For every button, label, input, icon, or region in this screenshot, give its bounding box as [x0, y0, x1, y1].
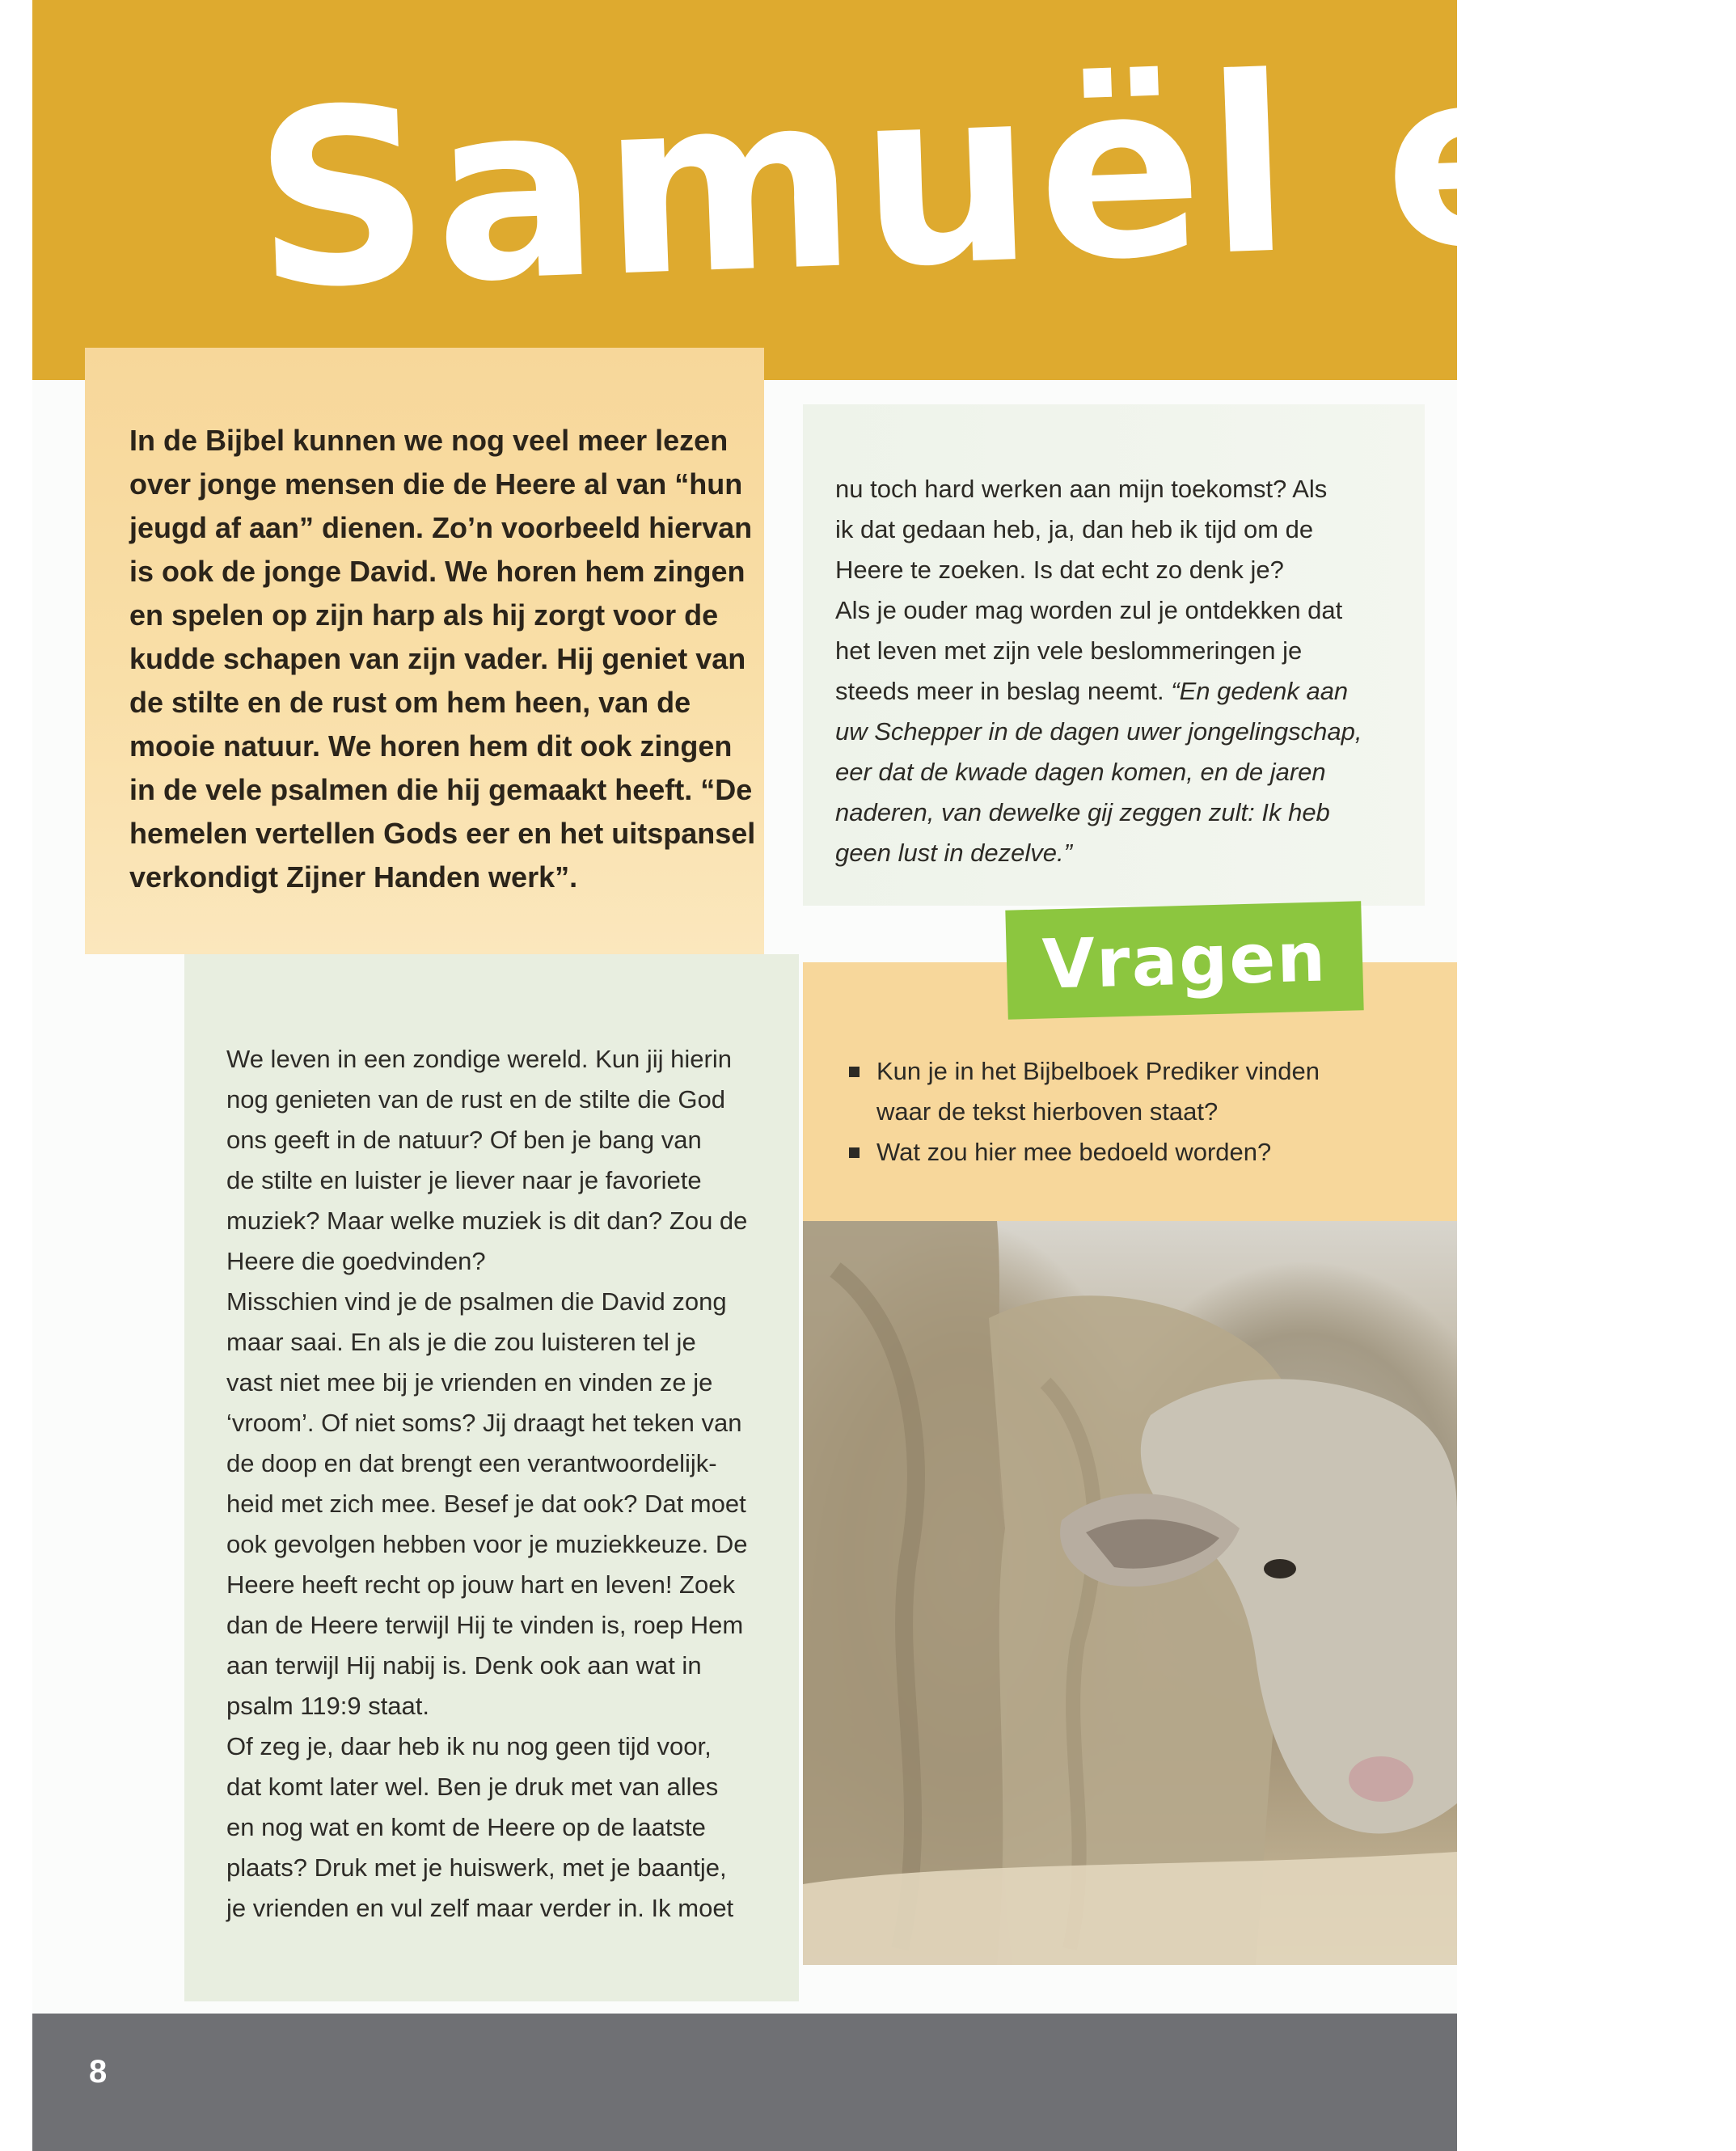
right-column-body: nu toch hard werken aan mijn toekomst? Als ik dat gedaan heb, ja, dan heb ik tijd om de Heere te zoeken. Is dat echt zo denk je? Als je ouder mag worden zul je ontdekken dat het leven met zijn vele beslommeringen je steeds meer in beslag neemt. [835, 475, 1343, 705]
questions-list [849, 1051, 1431, 1173]
intro-text: In de Bijbel kunnen we nog veel meer lezen over jonge mensen die de Heere al van “hun jeugd af aan” dienen. Zo’n voorbeeld hiervan is ook de jonge David. We horen hem zingen en spelen op zijn harp als hij zorgt voor de kudde schapen van zijn vader. Hij geniet van de stilte en de rust om hem heen, van de mooie natuur. We horen hem dit ook zingen in de vele psalmen die hij gemaakt heeft. “De hemelen vertellen Gods eer en het uitspansel verkondigt Zijner Handen werk”. [129, 424, 756, 894]
page-footer [32, 2014, 1457, 2151]
main-text-box [184, 954, 799, 2001]
main-text: We leven in een zondige wereld. Kun jij hierin nog genieten van de rust en de stilte die God ons geeft in de natuur? Of ben je bang van de stilte en luister je liever naar je favoriete muziek? Maar welke muziek is dit dan? Zou de Heere die goedvinden? Misschien vind je de psalmen die David zong maar saai. En als je die zou luisteren tel je vast niet mee bij je vrienden en vinden ze je ‘vroom’. Of niet soms? Jij draagt het teken van de doop en dat brengt een verantwoordelijk- heid met zich mee. Besef je dat ook? Dat moet ook gevolgen hebben voor je muziekkeuze. De Heere heeft recht op jouw hart en leven! Zoek dan de Heere terwijl Hij te vinden is, roep Hem aan terwijl Hij nabij is. Denk ook aan wat in psalm 119:9 staat. Of zeg je, daar heb ik nu nog geen tijd voor, dat komt later wel. Ben je druk met van alles en nog wat en komt de Heere op de laatste plaats? Druk met je huiswerk, met je baantje, je vrienden en vul zelf maar verder in. Ik moet [226, 1045, 748, 1922]
magazine-page [32, 0, 1736, 2151]
scripture-quote: “En gedenk aan uw Schepper in de dagen uwer jongelingschap, eer dat de kwade dagen komen, en de jaren naderen, van dewelke gij zeggen zult: Ik heb geen lust in dezelve.” [835, 677, 1362, 867]
right-column-box [803, 404, 1425, 906]
right-column-text [835, 469, 1417, 873]
sheep-illustration [803, 1221, 1457, 1965]
sheep-photo [803, 1221, 1457, 1965]
questions-label-text: Vragen [1041, 916, 1328, 1004]
question-item: Kun je in het Bijbelboek Prediker vinden waar de tekst hierboven staat? [849, 1051, 1431, 1132]
question-item: Wat zou hier mee bedoeld worden? [849, 1132, 1431, 1173]
page-number: 8 [89, 2054, 108, 2090]
intro-box [85, 348, 764, 954]
questions-label [1005, 901, 1363, 1019]
page-title: Samuël en [250, 9, 1736, 343]
